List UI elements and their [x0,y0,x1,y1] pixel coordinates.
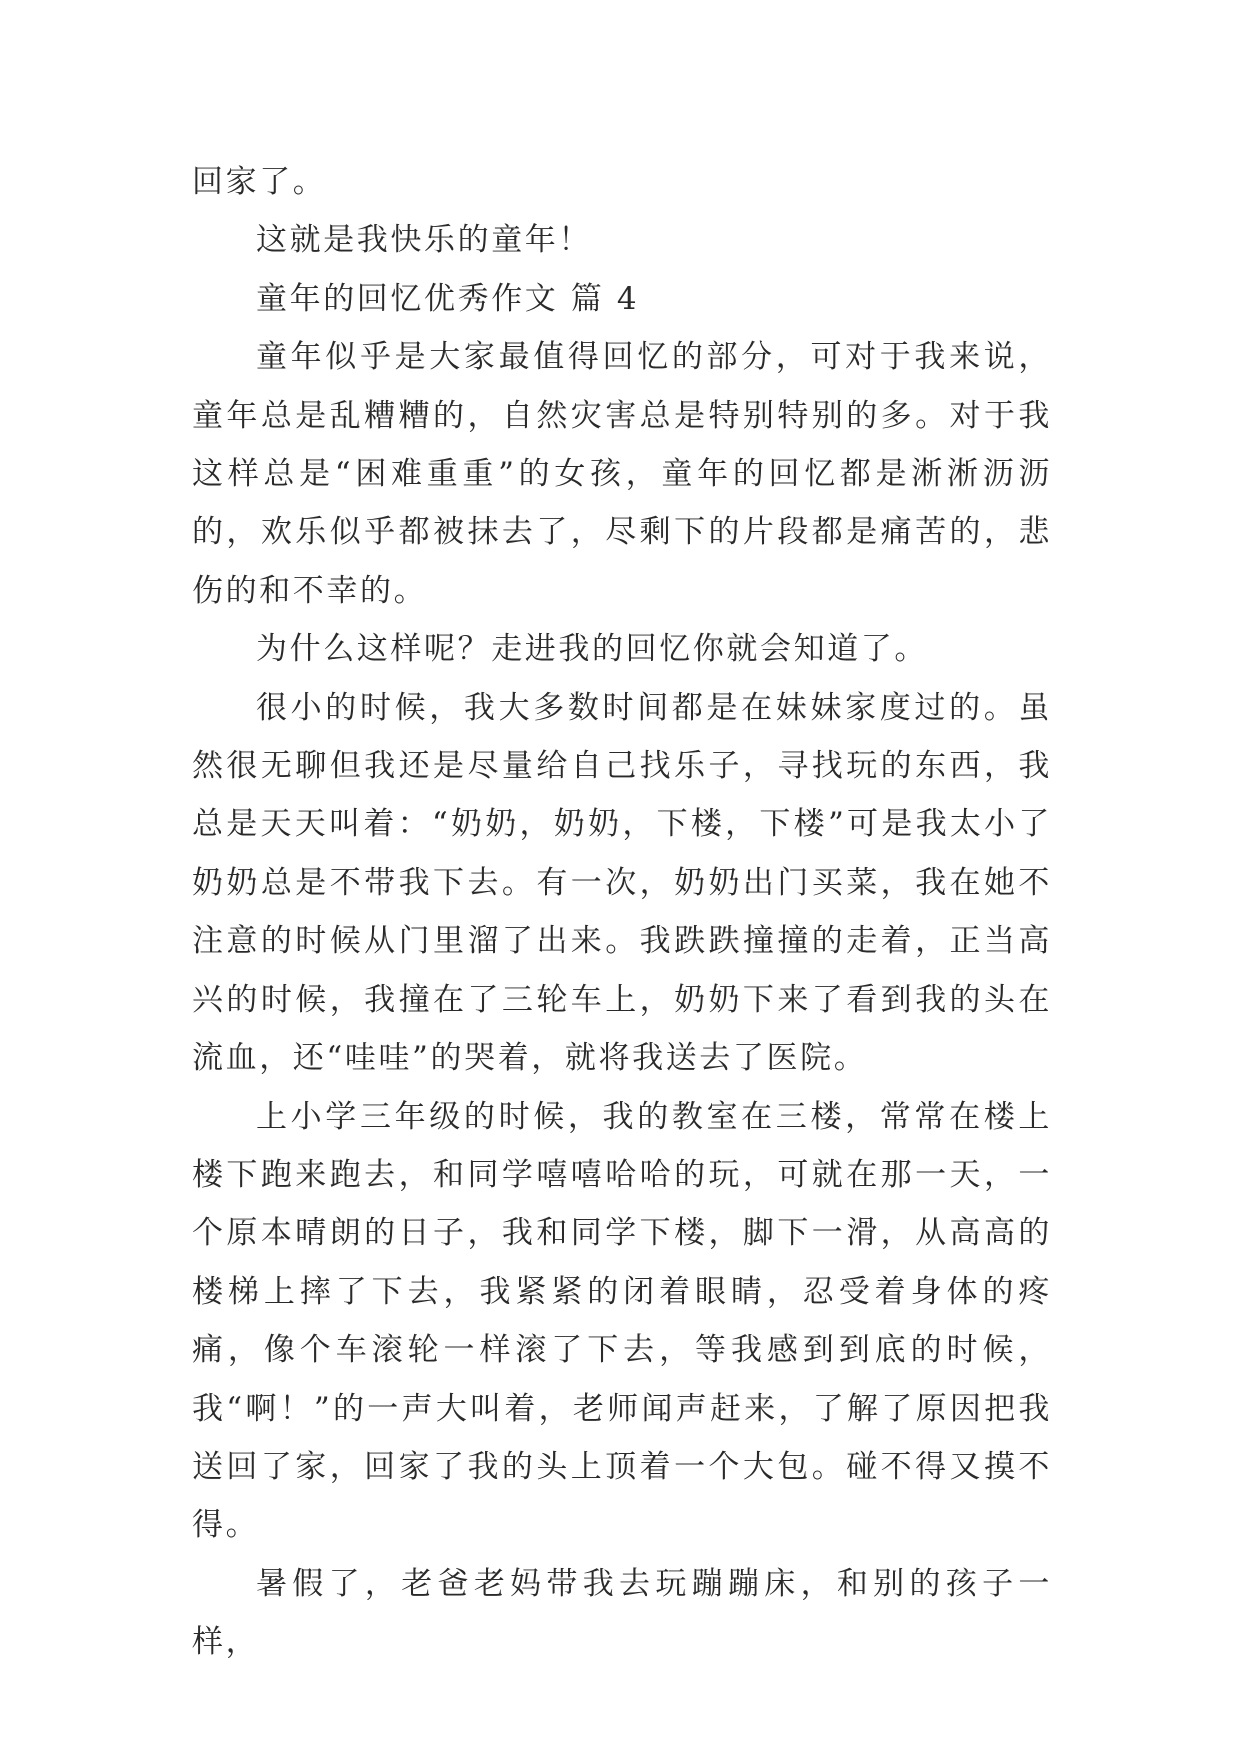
paragraph-continuation: 回家了。 [192,164,327,200]
paragraph-summer: 暑假了，老爸老妈带我去玩蹦蹦床，和别的孩子一样， [192,1565,1052,1661]
paragraph-happy-childhood: 这就是我快乐的童年！ [256,222,592,259]
paragraph-question: 为什么这样呢？走进我的回忆你就会知道了。 [256,631,928,668]
paragraph-intro: 童年似乎是大家最值得回忆的部分，可对于我来说，童年总是乱糟糟的，自然灾害总是特别特别的多。对于我这样总是“困难重重”的女孩，童年的回忆都是淅淅沥沥的，欢乐似乎都被抹去了，尽剩下的片段都是痛苦的，悲伤的和不幸的。 [192,339,1052,609]
paragraph-third-grade: 上小学三年级的时候，我的教室在三楼，常常在楼上楼下跑来跑去，和同学嘻嘻哈哈的玩，可就在那一天，一个原本晴朗的日子，我和同学下楼，脚下一滑，从高高的楼梯上摔了下去，我紧紧的闭着眼睛，忍受着身体的疼痛，像个车滚轮一样滚了下去，等我感到到底的时候，我“啊！”的一声大叫着，老师闻声赶来，了解了原因把我送回了家，回家了我的头上顶着一个大包。碰不得又摸不得。 [192,1098,1052,1544]
section-heading: 童年的回忆优秀作文 篇 4 [256,280,640,317]
paragraph-early-childhood: 很小的时候，我大多数时间都是在妹妹家度过的。虽然很无聊但我还是尽量给自己找乐子，寻找玩的东西，我总是天天叫着：“奶奶，奶奶，下楼，下楼”可是我太小了奶奶总是不带我下去。有一次，奶奶出门买菜，我在她不注意的时候从门里溜了出来。我跌跌撞撞的走着，正当高兴的时候，我撞在了三轮车上，奶奶下来了看到我的头在流血，还“哇哇”的哭着，就将我送去了医院。 [192,689,1052,1077]
article-body [192,153,1052,1672]
